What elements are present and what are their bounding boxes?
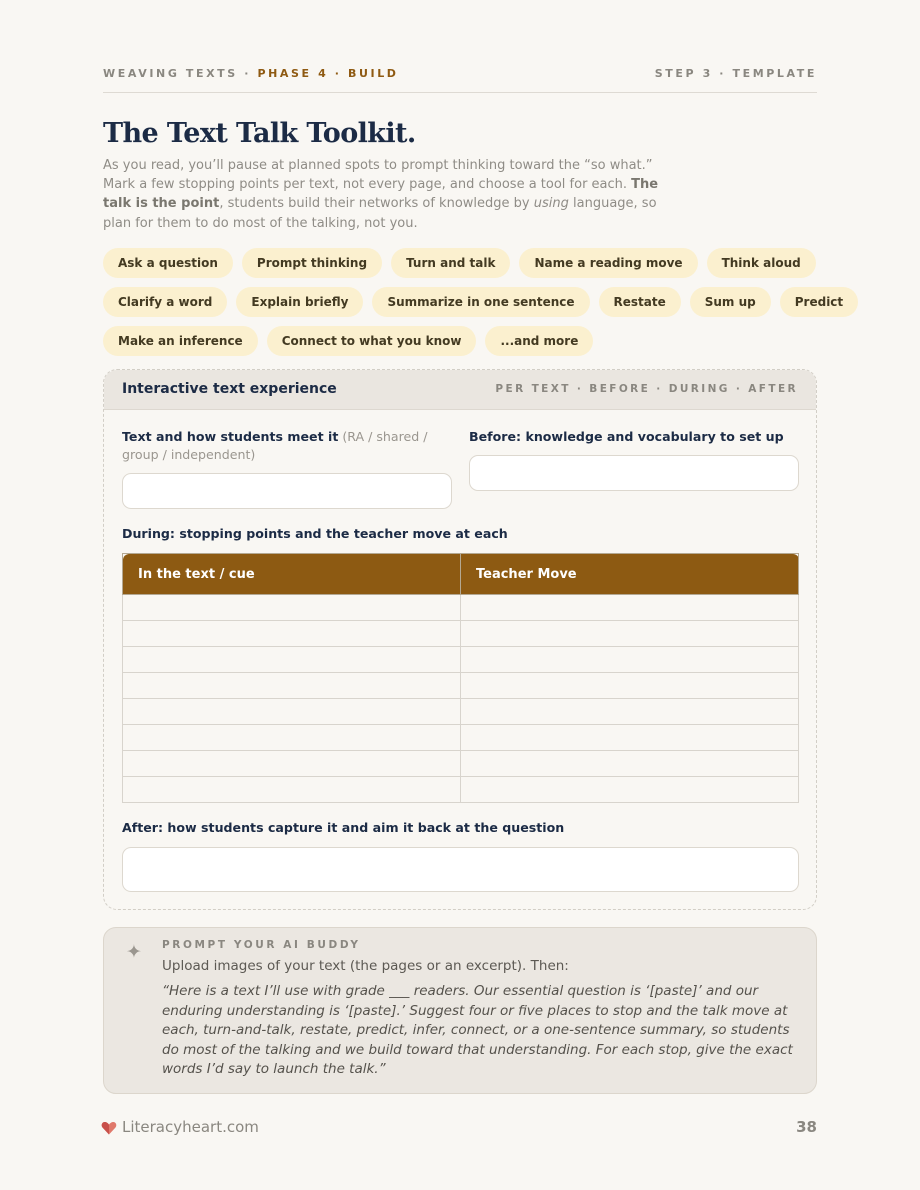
text-field-group [122,428,452,509]
page-footer [101,1118,817,1140]
chip-row-1 [103,248,817,278]
chip-turn-and-talk[interactable]: Turn and talk [391,248,510,278]
table-row [123,595,799,621]
during-label: During: stopping points and the teacher move at each [122,526,508,541]
table-cell[interactable] [461,725,799,751]
table-cell[interactable] [123,673,461,699]
table-cell[interactable] [461,673,799,699]
card-meta: PER TEXT · BEFORE · DURING · AFTER [495,383,798,395]
intro-text-2: , students build their networks of knowledge by [219,196,534,212]
table-row [123,647,799,673]
heart-logo-icon [101,1120,117,1136]
stopping-points-table [122,553,799,803]
chip-predict[interactable]: Predict [780,287,858,317]
page-title: The Text Talk Toolkit. [103,118,416,149]
column-header-cue: In the text / cue [123,554,461,595]
chip-row-2 [103,287,844,317]
intro-text-1: As you read, you’ll pause at planned spots to prompt thinking toward the “so what.” Mark a few stopping points per text, not every page, and choose a tool for each. [103,158,653,193]
chip-connect[interactable]: Connect to what you know [267,326,477,356]
intro-italic: using [533,196,569,212]
before-input[interactable] [469,455,799,491]
intro-bold: The talk is the point [103,177,659,212]
table-row [123,777,799,803]
after-input[interactable] [122,847,799,892]
site-name: Literacyheart.com [122,1118,259,1136]
interactive-text-card [103,369,817,910]
table-cell[interactable] [123,595,461,621]
ai-buddy-kicker: PROMPT YOUR AI BUDDY [162,939,361,951]
table-row [123,751,799,777]
intro-paragraph [103,156,678,233]
breadcrumb [103,67,399,80]
ai-buddy-prompt-text: “Here is a text I’ll use with grade ___ readers. Our essential question is ‘[paste]’ and our enduring understanding is ‘[paste].’ Suggest four or five places to stop and the talk move at each, turn-and-talk, restate, predict, infer, connect, or a one-sentence summary, so students do most of the talking and we build toward that understanding. For each stop, give the exact words I’d say to launch the talk.” [162,983,793,1078]
before-field-group [469,428,799,491]
table-cell[interactable] [461,595,799,621]
table-cell[interactable] [461,777,799,803]
breadcrumb-phase: PHASE 4 · BUILD [257,67,399,80]
breadcrumb-separator: · [237,67,258,80]
table-row [123,725,799,751]
breadcrumb-section: WEAVING TEXTS [103,67,238,80]
card-header [104,370,816,410]
column-header-teacher-move: Teacher Move [461,554,799,595]
table-cell[interactable] [461,751,799,777]
ai-buddy-lead: Upload images of your text (the pages or an excerpt). Then: [162,958,569,974]
before-field-label: Before: knowledge and vocabulary to set up [469,429,784,444]
chip-clarify-word[interactable]: Clarify a word [103,287,227,317]
table-cell[interactable] [123,777,461,803]
after-label: After: how students capture it and aim it back at the question [122,820,565,835]
table-header-row [123,554,799,595]
chip-think-aloud[interactable]: Think aloud [707,248,816,278]
sparkle-icon: ✦ [126,941,142,963]
step-label: STEP 3 · TEMPLATE [654,67,817,80]
table-cell[interactable] [123,621,461,647]
text-label-main: Text and how students meet it [122,429,339,444]
table-cell[interactable] [123,725,461,751]
table-row [123,699,799,725]
card-title: Interactive text experience [122,381,337,397]
table-cell[interactable] [461,699,799,725]
talk-move-chips [103,248,844,365]
page-number: 38 [796,1118,817,1136]
chip-explain-briefly[interactable]: Explain briefly [236,287,363,317]
text-label-hint: (RA / shared / group / independent) [122,429,428,462]
chip-and-more[interactable]: ...and more [485,326,593,356]
table-cell[interactable] [123,647,461,673]
chip-restate[interactable]: Restate [599,287,681,317]
table-cell[interactable] [461,621,799,647]
intro-text-3: language, so plan for them to do most of the talking, not you. [103,196,657,231]
ai-buddy-prompt-box [103,927,817,1094]
page-header [103,66,817,93]
chip-make-inference[interactable]: Make an inference [103,326,258,356]
table-cell[interactable] [123,699,461,725]
text-field-label [122,428,452,464]
chip-sum-up[interactable]: Sum up [690,287,771,317]
chip-ask-question[interactable]: Ask a question [103,248,233,278]
chip-prompt-thinking[interactable]: Prompt thinking [242,248,382,278]
chip-name-reading-move[interactable]: Name a reading move [519,248,697,278]
table-row [123,673,799,699]
table-cell[interactable] [123,751,461,777]
chip-summarize[interactable]: Summarize in one sentence [372,287,589,317]
table-row [123,621,799,647]
chip-row-3 [103,326,817,356]
table-cell[interactable] [461,647,799,673]
text-input[interactable] [122,473,452,509]
